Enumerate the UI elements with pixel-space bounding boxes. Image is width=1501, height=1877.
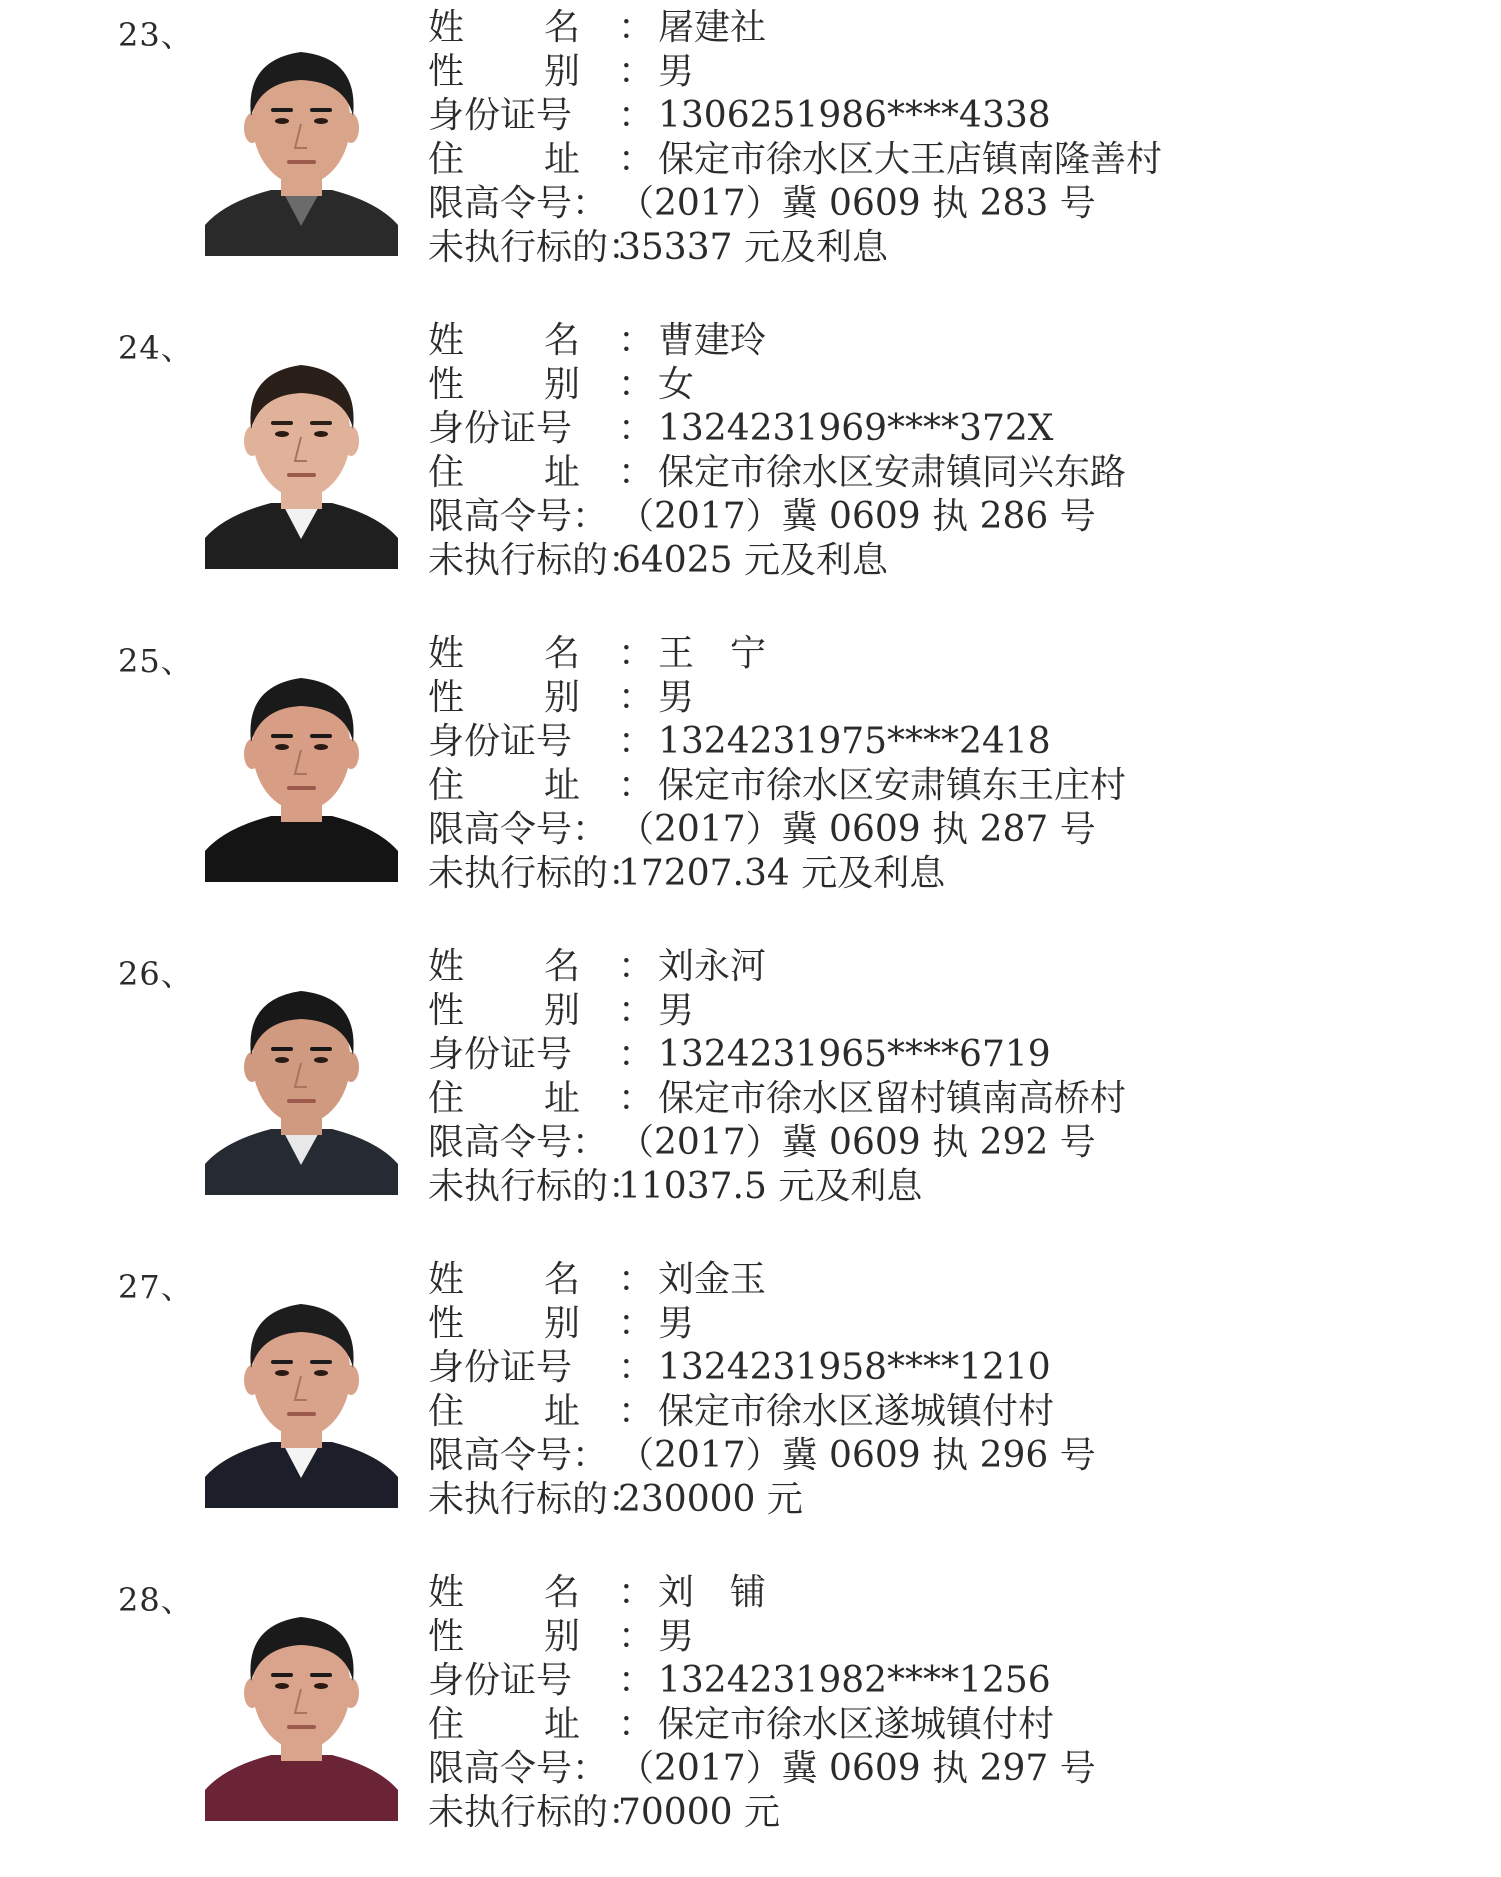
colon: ： bbox=[618, 452, 655, 493]
amount-row-value: 70000 元 bbox=[618, 1792, 780, 1833]
name-row bbox=[428, 1258, 1468, 1302]
gender-row bbox=[428, 50, 1468, 94]
order-row-value: （2017）冀 0609 执 283 号 bbox=[618, 183, 1096, 224]
person-entry bbox=[0, 1252, 1501, 1564]
person-entry bbox=[0, 626, 1501, 938]
colon: ： bbox=[618, 1704, 655, 1745]
colon: ： bbox=[618, 364, 655, 405]
gender-row bbox=[428, 1615, 1468, 1659]
address-row-value: 保定市徐水区大王店镇南隆善村 bbox=[658, 139, 1163, 180]
order-row-value: （2017）冀 0609 执 296 号 bbox=[618, 1435, 1096, 1476]
name-label-char: 姓 bbox=[428, 7, 465, 48]
amount-row bbox=[428, 1478, 1468, 1522]
gender-label bbox=[428, 989, 580, 1033]
amount-label: 未执行标的： bbox=[428, 1166, 645, 1207]
name-row bbox=[428, 945, 1468, 989]
order-label: 限高令号： bbox=[428, 183, 609, 224]
id-label: 身份证号 bbox=[428, 1347, 573, 1388]
name-row bbox=[428, 319, 1468, 363]
gender-label bbox=[428, 50, 580, 94]
person-photo bbox=[205, 1585, 398, 1821]
name-label bbox=[428, 6, 580, 50]
gender-label bbox=[428, 676, 580, 720]
address-label bbox=[428, 1390, 580, 1434]
address-label bbox=[428, 1077, 580, 1121]
address-row bbox=[428, 1390, 1468, 1434]
order-row-value: （2017）冀 0609 执 286 号 bbox=[618, 496, 1096, 537]
address-label bbox=[428, 138, 580, 182]
person-fields bbox=[428, 6, 1468, 270]
amount-row-value: 35337 元及利息 bbox=[618, 227, 888, 268]
name-label bbox=[428, 632, 580, 676]
id-label: 身份证号 bbox=[428, 1660, 573, 1701]
address-label-char: 址 bbox=[543, 1704, 580, 1745]
amount-label: 未执行标的： bbox=[428, 227, 645, 268]
colon: ： bbox=[618, 7, 655, 48]
order-row-value: （2017）冀 0609 执 297 号 bbox=[618, 1748, 1096, 1789]
name-label-char: 名 bbox=[543, 946, 580, 987]
person-photo bbox=[205, 333, 398, 569]
colon: ： bbox=[618, 1572, 655, 1613]
address-label-char: 住 bbox=[428, 139, 465, 180]
address-row bbox=[428, 1703, 1468, 1747]
id-row-value: 1324231958****1210 bbox=[658, 1347, 1051, 1388]
colon: ： bbox=[618, 990, 655, 1031]
name-row-value: 刘 铺 bbox=[658, 1572, 767, 1613]
address-label bbox=[428, 451, 580, 495]
name-label bbox=[428, 1571, 580, 1615]
gender-row bbox=[428, 1302, 1468, 1346]
colon: ： bbox=[618, 1078, 655, 1119]
gender-row-value: 男 bbox=[658, 1616, 695, 1657]
address-label-char: 住 bbox=[428, 452, 465, 493]
person-fields bbox=[428, 945, 1468, 1209]
person-fields bbox=[428, 319, 1468, 583]
gender-row-value: 女 bbox=[658, 364, 695, 405]
person-entry bbox=[0, 313, 1501, 625]
address-row-value: 保定市徐水区安肃镇东王庄村 bbox=[658, 765, 1127, 806]
gender-label-char: 别 bbox=[543, 51, 580, 92]
address-row-value: 保定市徐水区安肃镇同兴东路 bbox=[658, 452, 1127, 493]
colon: ： bbox=[618, 677, 655, 718]
id-row bbox=[428, 407, 1468, 451]
person-entry bbox=[0, 939, 1501, 1251]
id-label: 身份证号 bbox=[428, 721, 573, 762]
id-label: 身份证号 bbox=[428, 408, 573, 449]
order-label: 限高令号： bbox=[428, 809, 609, 850]
id-row-value: 1324231969****372X bbox=[658, 408, 1054, 449]
name-label bbox=[428, 319, 580, 363]
colon: ： bbox=[618, 1347, 655, 1388]
order-label: 限高令号： bbox=[428, 496, 609, 537]
amount-row bbox=[428, 852, 1468, 896]
colon: ： bbox=[618, 51, 655, 92]
entry-number: 23、 bbox=[118, 16, 194, 54]
order-label: 限高令号： bbox=[428, 1748, 609, 1789]
address-label-char: 址 bbox=[543, 1391, 580, 1432]
order-row-value: （2017）冀 0609 执 287 号 bbox=[618, 809, 1096, 850]
address-row bbox=[428, 138, 1468, 182]
amount-row-value: 17207.34 元及利息 bbox=[618, 853, 946, 894]
address-label bbox=[428, 1703, 580, 1747]
amount-row-value: 230000 元 bbox=[618, 1479, 803, 1520]
name-row-value: 刘永河 bbox=[658, 946, 767, 987]
gender-row-value: 男 bbox=[658, 51, 695, 92]
colon: ： bbox=[618, 1391, 655, 1432]
order-label: 限高令号： bbox=[428, 1435, 609, 1476]
gender-label-char: 别 bbox=[543, 364, 580, 405]
name-label-char: 名 bbox=[543, 320, 580, 361]
name-label-char: 名 bbox=[543, 1259, 580, 1300]
name-label-char: 姓 bbox=[428, 1259, 465, 1300]
address-row bbox=[428, 451, 1468, 495]
name-label-char: 名 bbox=[543, 7, 580, 48]
person-fields bbox=[428, 632, 1468, 896]
colon: ： bbox=[618, 95, 655, 136]
gender-row bbox=[428, 989, 1468, 1033]
address-label-char: 址 bbox=[543, 452, 580, 493]
name-label bbox=[428, 1258, 580, 1302]
amount-label: 未执行标的： bbox=[428, 1792, 645, 1833]
id-row-value: 1306251986****4338 bbox=[658, 95, 1051, 136]
gender-label-char: 性 bbox=[428, 1303, 465, 1344]
person-fields bbox=[428, 1571, 1468, 1835]
address-label bbox=[428, 764, 580, 808]
name-row bbox=[428, 1571, 1468, 1615]
address-label-char: 址 bbox=[543, 765, 580, 806]
name-label bbox=[428, 945, 580, 989]
colon: ： bbox=[618, 1034, 655, 1075]
address-row-value: 保定市徐水区遂城镇付村 bbox=[658, 1391, 1055, 1432]
gender-row bbox=[428, 676, 1468, 720]
id-label: 身份证号 bbox=[428, 1034, 573, 1075]
order-row bbox=[428, 808, 1468, 852]
gender-row-value: 男 bbox=[658, 1303, 695, 1344]
gender-row-value: 男 bbox=[658, 677, 695, 718]
id-row-value: 1324231982****1256 bbox=[658, 1660, 1051, 1701]
name-label-char: 姓 bbox=[428, 320, 465, 361]
address-label-char: 址 bbox=[543, 1078, 580, 1119]
gender-label-char: 别 bbox=[543, 1303, 580, 1344]
order-row bbox=[428, 1747, 1468, 1791]
name-row-value: 屠建社 bbox=[658, 7, 767, 48]
order-row bbox=[428, 1434, 1468, 1478]
address-label-char: 住 bbox=[428, 1391, 465, 1432]
colon: ： bbox=[618, 633, 655, 674]
name-row-value: 曹建玲 bbox=[658, 320, 767, 361]
name-row bbox=[428, 6, 1468, 50]
person-entry bbox=[0, 0, 1501, 312]
entry-number: 25、 bbox=[118, 642, 194, 680]
address-label-char: 住 bbox=[428, 765, 465, 806]
colon: ： bbox=[618, 721, 655, 762]
name-label-char: 姓 bbox=[428, 946, 465, 987]
colon: ： bbox=[618, 765, 655, 806]
id-row bbox=[428, 720, 1468, 764]
id-row bbox=[428, 1346, 1468, 1390]
address-label-char: 住 bbox=[428, 1704, 465, 1745]
address-row-value: 保定市徐水区遂城镇付村 bbox=[658, 1704, 1055, 1745]
name-row-value: 王 宁 bbox=[658, 633, 767, 674]
gender-label-char: 性 bbox=[428, 364, 465, 405]
person-photo bbox=[205, 959, 398, 1195]
id-row-value: 1324231975****2418 bbox=[658, 721, 1051, 762]
colon: ： bbox=[618, 139, 655, 180]
address-row bbox=[428, 1077, 1468, 1121]
person-entry bbox=[0, 1565, 1501, 1877]
gender-label bbox=[428, 363, 580, 407]
colon: ： bbox=[618, 1616, 655, 1657]
colon: ： bbox=[618, 408, 655, 449]
order-label: 限高令号： bbox=[428, 1122, 609, 1163]
address-label-char: 住 bbox=[428, 1078, 465, 1119]
id-row bbox=[428, 1033, 1468, 1077]
gender-label bbox=[428, 1615, 580, 1659]
gender-label-char: 性 bbox=[428, 990, 465, 1031]
order-row bbox=[428, 182, 1468, 226]
gender-label-char: 性 bbox=[428, 677, 465, 718]
amount-row bbox=[428, 1791, 1468, 1835]
amount-row bbox=[428, 539, 1468, 583]
gender-label-char: 别 bbox=[543, 1616, 580, 1657]
order-row-value: （2017）冀 0609 执 292 号 bbox=[618, 1122, 1096, 1163]
gender-row-value: 男 bbox=[658, 990, 695, 1031]
amount-row-value: 11037.5 元及利息 bbox=[618, 1166, 923, 1207]
address-row bbox=[428, 764, 1468, 808]
amount-row bbox=[428, 1165, 1468, 1209]
entry-number: 24、 bbox=[118, 329, 194, 367]
gender-row bbox=[428, 363, 1468, 407]
name-row-value: 刘金玉 bbox=[658, 1259, 767, 1300]
gender-label-char: 性 bbox=[428, 51, 465, 92]
entry-number: 26、 bbox=[118, 955, 194, 993]
colon: ： bbox=[618, 1303, 655, 1344]
amount-row-value: 64025 元及利息 bbox=[618, 540, 888, 581]
person-photo bbox=[205, 1272, 398, 1508]
id-row bbox=[428, 94, 1468, 138]
gender-label-char: 别 bbox=[543, 677, 580, 718]
name-label-char: 名 bbox=[543, 633, 580, 674]
amount-label: 未执行标的： bbox=[428, 1479, 645, 1520]
person-photo bbox=[205, 20, 398, 256]
id-label: 身份证号 bbox=[428, 95, 573, 136]
name-row bbox=[428, 632, 1468, 676]
id-row-value: 1324231965****6719 bbox=[658, 1034, 1051, 1075]
colon: ： bbox=[618, 1259, 655, 1300]
amount-row bbox=[428, 226, 1468, 270]
address-row-value: 保定市徐水区留村镇南高桥村 bbox=[658, 1078, 1127, 1119]
order-row bbox=[428, 1121, 1468, 1165]
id-row bbox=[428, 1659, 1468, 1703]
person-fields bbox=[428, 1258, 1468, 1522]
entry-number: 27、 bbox=[118, 1268, 194, 1306]
order-row bbox=[428, 495, 1468, 539]
address-label-char: 址 bbox=[543, 139, 580, 180]
amount-label: 未执行标的： bbox=[428, 853, 645, 894]
entry-number: 28、 bbox=[118, 1581, 194, 1619]
name-label-char: 姓 bbox=[428, 1572, 465, 1613]
colon: ： bbox=[618, 320, 655, 361]
gender-label-char: 别 bbox=[543, 990, 580, 1031]
person-photo bbox=[205, 646, 398, 882]
name-label-char: 姓 bbox=[428, 633, 465, 674]
name-label-char: 名 bbox=[543, 1572, 580, 1613]
gender-label-char: 性 bbox=[428, 1616, 465, 1657]
colon: ： bbox=[618, 1660, 655, 1701]
gender-label bbox=[428, 1302, 580, 1346]
amount-label: 未执行标的： bbox=[428, 540, 645, 581]
colon: ： bbox=[618, 946, 655, 987]
